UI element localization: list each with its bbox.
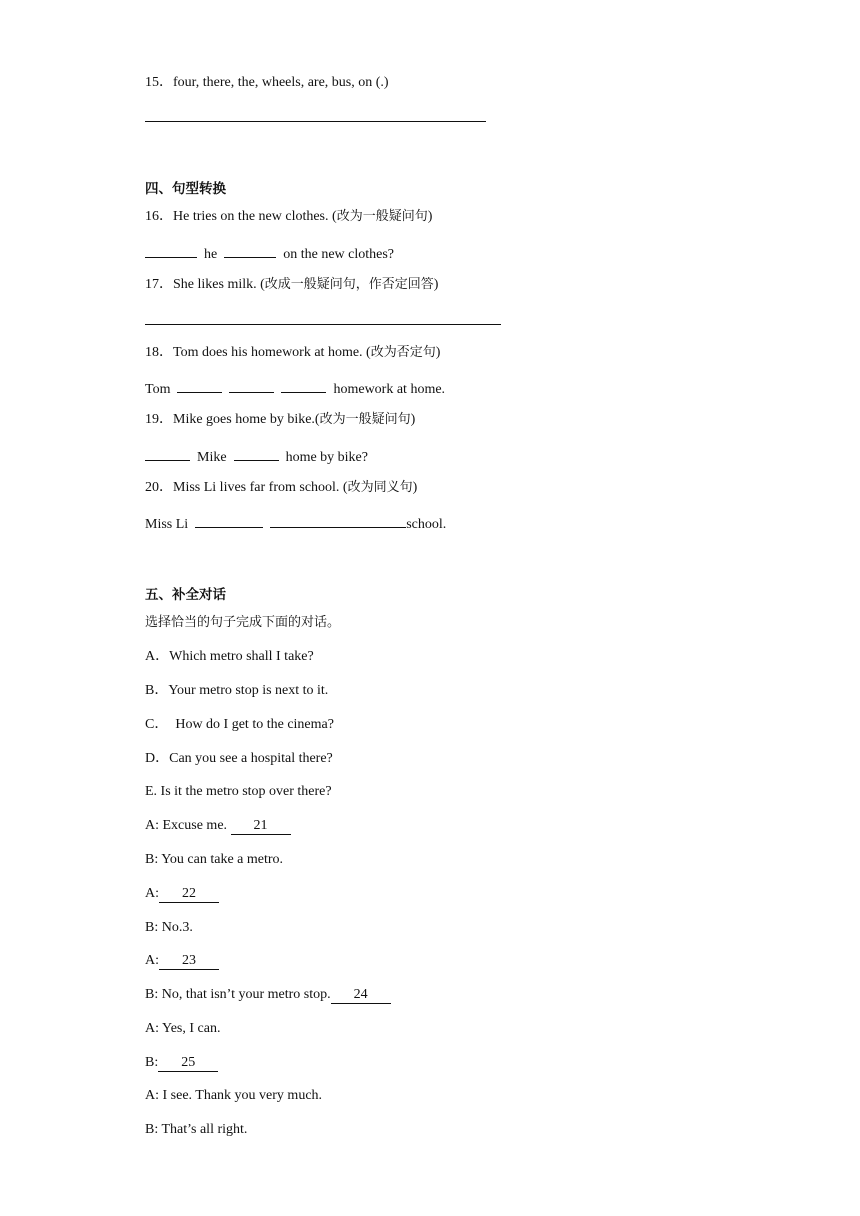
question-18-close: ) bbox=[435, 345, 441, 360]
answer-19-word: Mike bbox=[197, 450, 227, 465]
answer-16-word: he bbox=[204, 247, 218, 262]
question-19-text: 19．Mike goes home by bike.( bbox=[145, 412, 320, 427]
section-4-heading: 四、句型转换 bbox=[145, 181, 226, 197]
blank[interactable] bbox=[281, 378, 326, 393]
answer-18-head: Tom bbox=[145, 382, 171, 397]
blank-21[interactable]: 21 bbox=[231, 818, 291, 835]
dialogue-line: B: That’s all right. bbox=[145, 1122, 248, 1137]
dialogue-line bbox=[145, 952, 219, 970]
question-17-instruction: 改成一般疑问句，作否定回答 bbox=[264, 277, 434, 292]
question-20 bbox=[145, 479, 417, 497]
question-19-instruction: 改为一般疑问句 bbox=[319, 412, 411, 427]
question-19 bbox=[145, 411, 415, 429]
answer-18 bbox=[145, 378, 445, 399]
dialogue-line bbox=[145, 986, 391, 1004]
question-20-text: 20．Miss Li lives far from school. ( bbox=[145, 480, 348, 495]
question-16-text: 16．He tries on the new clothes. ( bbox=[145, 209, 337, 224]
question-18 bbox=[145, 344, 440, 362]
option-a: A．Which metro shall I take? bbox=[145, 649, 314, 664]
question-16 bbox=[145, 208, 432, 226]
answer-16 bbox=[145, 243, 394, 264]
question-16-instruction: 改为一般疑问句 bbox=[336, 209, 428, 224]
question-19-close: ) bbox=[410, 412, 416, 427]
question-17-close: ) bbox=[433, 277, 439, 292]
question-17 bbox=[145, 276, 438, 294]
blank-22[interactable]: 22 bbox=[159, 886, 219, 903]
option-e: E. Is it the metro stop over there? bbox=[145, 784, 332, 799]
dialogue-text: A: Excuse me. bbox=[145, 818, 231, 833]
question-18-text: 18．Tom does his homework at home. ( bbox=[145, 345, 371, 360]
dialogue-line: A: I see. Thank you very much. bbox=[145, 1088, 323, 1103]
answer-line-17[interactable] bbox=[145, 324, 501, 325]
question-16-close: ) bbox=[427, 209, 433, 224]
blank[interactable] bbox=[234, 446, 279, 461]
dialogue-line: A: Yes, I can. bbox=[145, 1021, 221, 1036]
blank[interactable] bbox=[145, 446, 190, 461]
answer-line-15 bbox=[145, 121, 486, 122]
answer-19-tail: home by bike? bbox=[285, 450, 368, 465]
blank[interactable] bbox=[145, 243, 197, 258]
blank[interactable] bbox=[270, 513, 406, 528]
blank[interactable] bbox=[195, 513, 263, 528]
answer-16-tail: on the new clothes? bbox=[283, 247, 395, 262]
question-17-text: 17．She likes milk. ( bbox=[145, 277, 265, 292]
dialogue-text: B: No, that isn’t your metro stop. bbox=[145, 987, 331, 1002]
dialogue-line: B: No.3. bbox=[145, 920, 193, 935]
dialogue-text: A: bbox=[145, 886, 159, 901]
blank-24[interactable]: 24 bbox=[331, 987, 391, 1004]
dialogue-text: B: bbox=[145, 1055, 159, 1070]
answer-20-head: Miss Li bbox=[145, 517, 189, 532]
answer-19 bbox=[145, 446, 368, 467]
blank[interactable] bbox=[224, 243, 276, 258]
question-15-text: 15．four, there, the, wheels, are, bus, on (.) bbox=[145, 75, 389, 90]
option-b: B．Your metro stop is next to it. bbox=[145, 683, 329, 698]
dialogue-line bbox=[145, 885, 219, 903]
dialogue-text: A: bbox=[145, 953, 159, 968]
question-20-close: ) bbox=[412, 480, 418, 495]
option-d: D．Can you see a hospital there? bbox=[145, 751, 333, 766]
question-20-instruction: 改为同义句 bbox=[347, 480, 413, 495]
answer-20 bbox=[145, 513, 446, 534]
section-5-heading: 五、补全对话 bbox=[145, 587, 226, 603]
question-15 bbox=[145, 74, 389, 92]
blank-25[interactable]: 25 bbox=[158, 1055, 218, 1072]
section-5-instruction: 选择恰当的句子完成下面的对话。 bbox=[145, 615, 341, 630]
option-c: C． How do I get to the cinema? bbox=[145, 717, 334, 732]
dialogue-line: B: You can take a metro. bbox=[145, 852, 284, 867]
blank[interactable] bbox=[229, 378, 274, 393]
answer-20-tail: school. bbox=[406, 517, 447, 532]
question-18-instruction: 改为否定句 bbox=[370, 345, 436, 360]
dialogue-line bbox=[145, 817, 291, 835]
dialogue-line bbox=[145, 1054, 218, 1072]
blank-23[interactable]: 23 bbox=[159, 953, 219, 970]
blank[interactable] bbox=[177, 378, 222, 393]
answer-18-tail: homework at home. bbox=[333, 382, 446, 397]
